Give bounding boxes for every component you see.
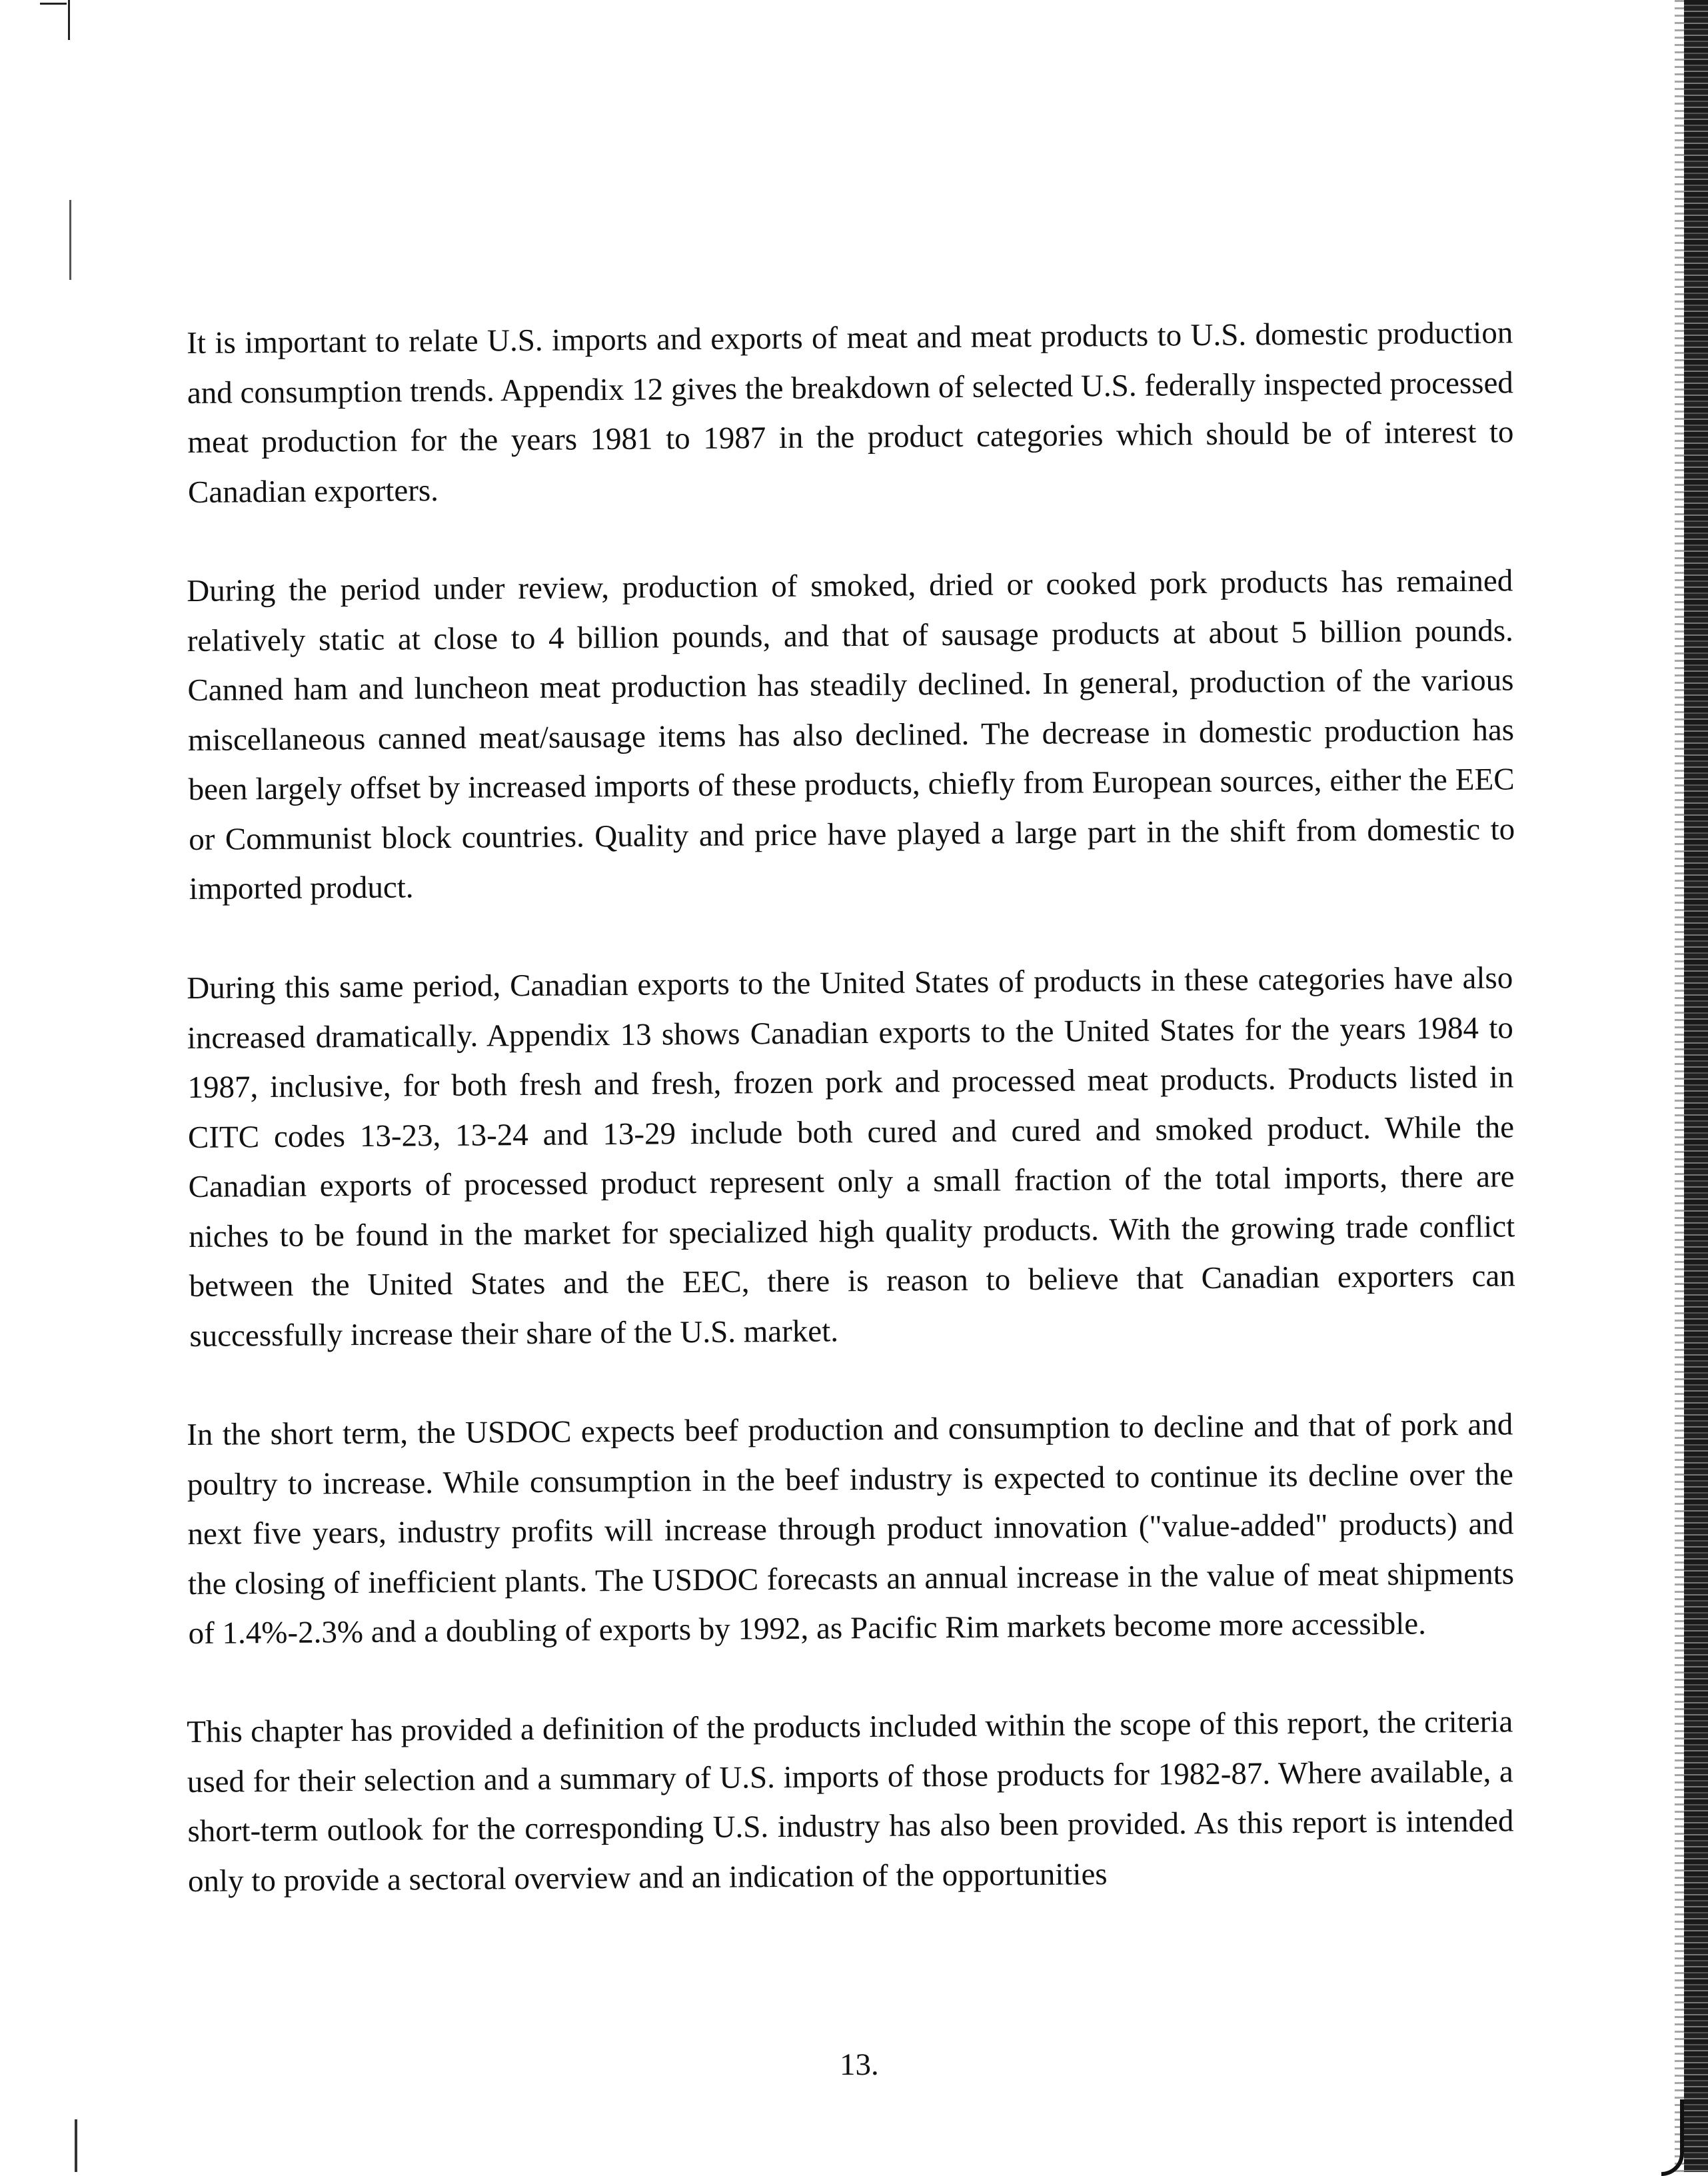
paragraph-4: In the short term, the USDOC expects beef production and consumption to decline and that of pork and poultry to increase. While consumption in the beef industry is expected to continue its decline over the next five years, industry profits will increase through product innovation ("value-added" products) and the closing of inefficient plants. The USDOC forecasts an annual increase in the value of meat shipments of 1.4%-2.3% and a doubling of exports by 1992, as Pacific Rim markets become more accessible. — [187, 1406, 1515, 1651]
scan-artifact — [75, 2119, 77, 2172]
body-text — [187, 315, 1515, 1955]
scan-artifact — [68, 0, 70, 40]
scan-artifact — [40, 3, 67, 5]
paragraph-1: It is important to relate U.S. imports and exports of meat and meat products to U.S. domestic production and consumption trends. Appendix 12 gives the breakdown of selected U.S. federally inspected processed meat production for the years 1981 to 1987 in the product categories which should be of interest to Canadian exporters. — [187, 315, 1514, 510]
scan-artifact — [1661, 2099, 1684, 2176]
paragraph-5: This chapter has provided a definition of the products included within the scope of this report, the criteria used for their selection and a summary of U.S. imports of those products for 1982-87. Where available, a short-term outlook for the corresponding U.S. industry has also been provided. As this report is intended only to provide a sectoral overview and an indication of the opportunities — [187, 1704, 1514, 1899]
page-number: 13. — [840, 2047, 879, 2082]
scan-edge — [1684, 0, 1708, 2172]
scan-edge — [1675, 0, 1684, 2172]
scan-artifact — [69, 200, 71, 280]
paragraph-2: During the period under review, production of smoked, dried or cooked pork products has remained relatively static at close to 4 billion pounds, and that of sausage products at about 5 billion pounds. Canned ham and luncheon meat production has steadily declined. In general, production of the various miscellaneous canned meat/sausage items has also declined. The decrease in domestic production has been largely offset by increased imports of these products, chiefly from European sources, either the EEC or Communist block countries. Quality and price have played a large part in the shift from domestic to imported product. — [187, 563, 1515, 906]
paragraph-3: During this same period, Canadian exports to the United States of products in these categories have also increased dramatically. Appendix 13 shows Canadian exports to the United States for the years 1984 to 1987, inclusive, for both fresh and fresh, frozen pork and processed meat products. Products listed in CITC codes 13-23, 13-24 and 13-29 include both cured and cured and smoked product. While the Canadian exports of processed product represent only a small fraction of the total imports, there are niches to be found in the market for specialized high quality products. With the growing trade conflict between the United States and the EEC, there is reason to believe that Canadian exporters can successfully increase their share of the U.S. market. — [187, 960, 1515, 1353]
